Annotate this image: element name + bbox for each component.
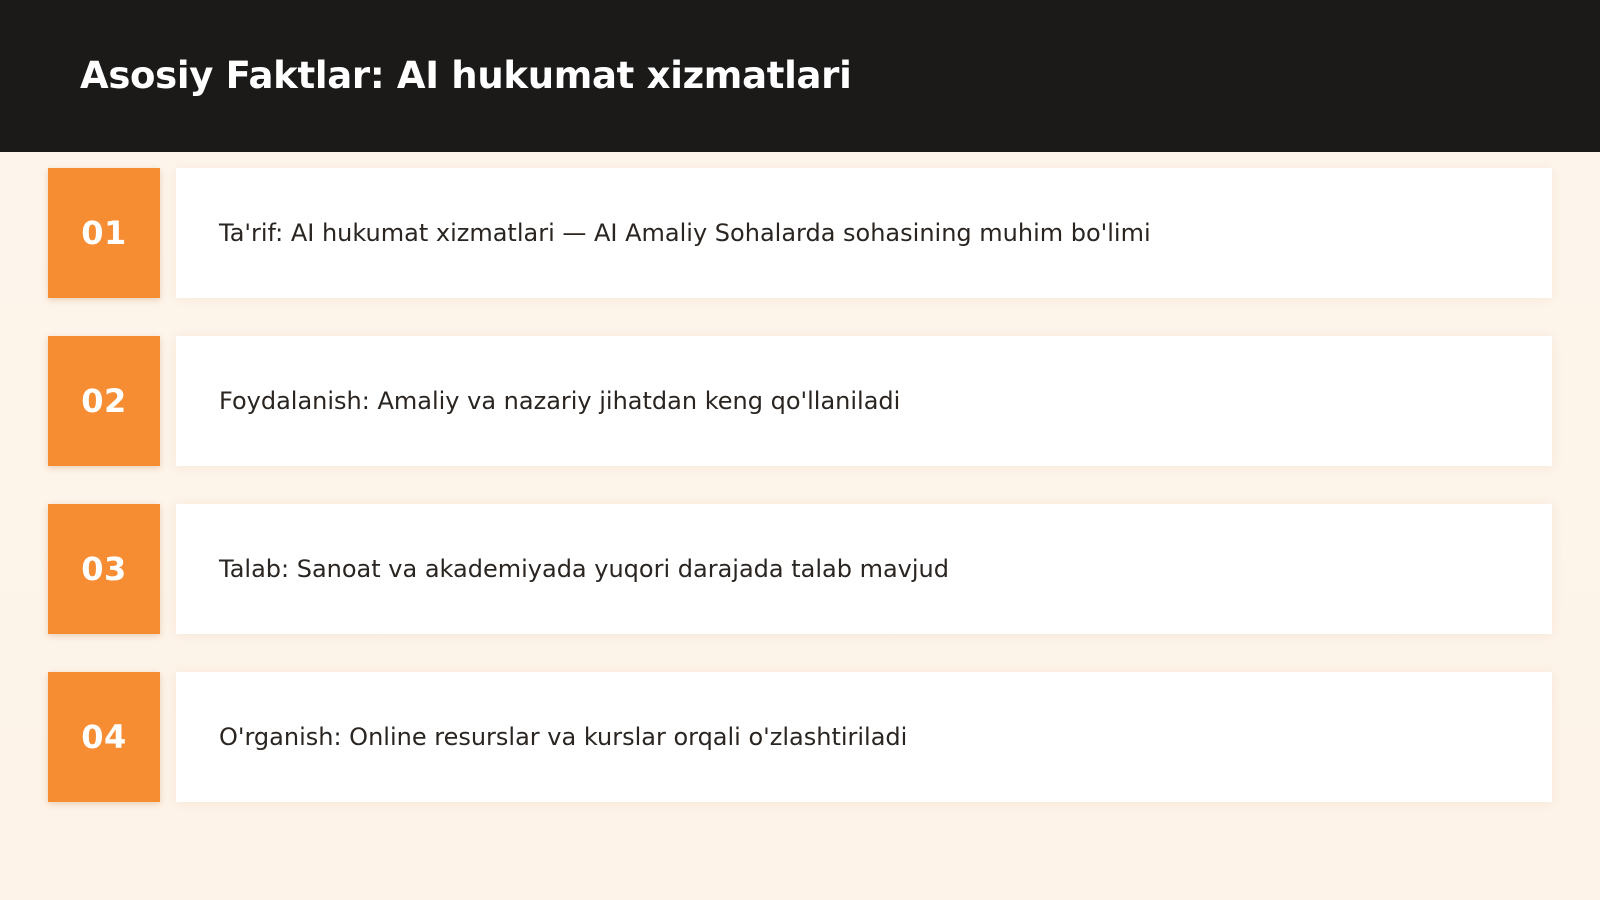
fact-card xyxy=(176,336,1552,466)
fact-number: 03 xyxy=(81,550,127,588)
fact-text: Foydalanish: Amaliy va nazariy jihatdan keng qo'llaniladi xyxy=(219,387,901,415)
fact-text: Ta'rif: AI hukumat xizmatlari — AI Amaliy Sohalarda sohasining muhim bo'limi xyxy=(219,219,1151,247)
fact-number-badge xyxy=(48,504,160,634)
fact-text: Talab: Sanoat va akademiyada yuqori darajada talab mavjud xyxy=(219,555,949,583)
fact-number: 04 xyxy=(81,718,127,756)
fact-number-badge xyxy=(48,672,160,802)
fact-number: 01 xyxy=(81,214,127,252)
header-bar xyxy=(0,0,1600,152)
fact-item-3 xyxy=(48,504,1552,634)
fact-card xyxy=(176,168,1552,298)
fact-number-badge xyxy=(48,168,160,298)
page-title: Asosiy Faktlar: AI hukumat xizmatlari xyxy=(80,54,852,97)
fact-item-4 xyxy=(48,672,1552,802)
fact-card xyxy=(176,504,1552,634)
fact-card xyxy=(176,672,1552,802)
fact-number-badge xyxy=(48,336,160,466)
fact-item-2 xyxy=(48,336,1552,466)
fact-item-1 xyxy=(48,168,1552,298)
fact-text: O'rganish: Online resurslar va kurslar orqali o'zlashtiriladi xyxy=(219,723,908,751)
fact-number: 02 xyxy=(81,382,127,420)
